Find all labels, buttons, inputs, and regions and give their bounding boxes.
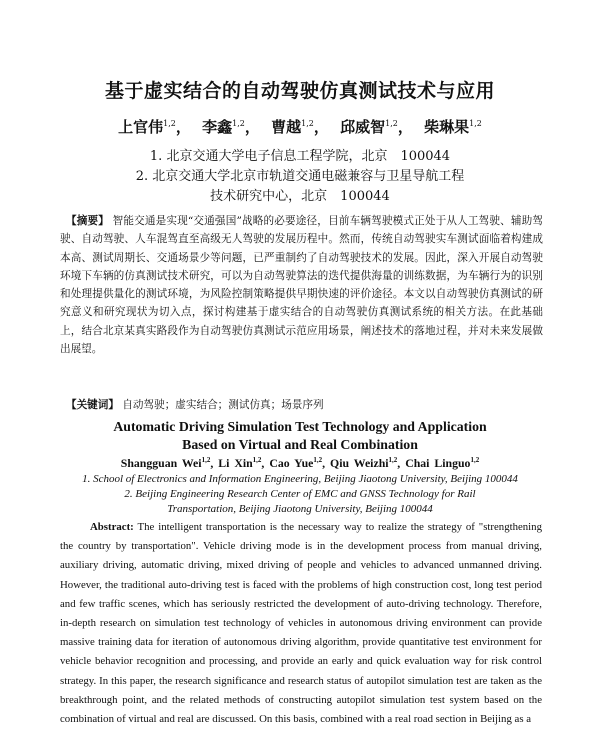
chinese-abstract [60,212,543,358]
english-author-list: Shangguan Wei$^{1,2}$, Li Xin$^{1,2}$, Cao Yue$^{1,2}$, Qiu Weizhi$^{1,2}$, Chai Linguo$^{1,2}$ [120,456,480,470]
english-abstract-label: Abstract: [90,521,134,533]
author: Shangguan Wei$^{1,2}$ [120,456,211,470]
english-affiliation-2: 2. Beijing Engineering Research Center of EMC and GNSS Technology for Rail [124,488,476,500]
chinese-affiliation-2-cont: 技术研究中心，北京 100044 [210,189,390,204]
author: Chai Linguo$^{1,2}$ [405,456,480,470]
english-abstract [60,518,542,729]
chinese-keywords-label: 【关键词】 [66,399,119,411]
author: 李鑫$^{1,2}$ [202,118,245,136]
author: 曹越$^{1,2}$ [271,118,314,136]
english-affiliation-1: 1. School of Electronics and Information Engineering, Beijing Jiaotong University, Beijing 100044 [82,473,518,485]
chinese-title: 基于虚实结合的自动驾驶仿真测试技术与应用 [104,80,495,102]
english-affiliation-2-cont: Transportation, Beijing Jiaotong University, Beijing 100044 [167,503,433,515]
chinese-abstract-text: 智能交通是实现“交通强国”战略的必要途径，目前车辆驾驶模式正处于从人工驾驶、辅助驾驶、自动驾驶、人车混驾直至高级无人驾驶的发展历程中。然而，传统自动驾驶实车测试面临着构建成本高、测试周期长、交通场景少等问题，已严重制约了自动驾驶技术的发展。因此，深入开展自动驾驶环境下车辆的仿真测试技术研究，可以为自动驾驶算法的迭代提供海量的训练数据，为车辆行为的识别和处理提供量化的测试环境，为风险控制策略提供早期快速的评价途径。本文以自动驾驶仿真测试的研究意义和研究现状为切入点，探讨构建基于虚实结合的自动驾驶仿真测试系统的相关方法。在此基础上，结合北京某真实路段作为自动驾驶仿真测试示范应用场景，阐述技术的落地过程，并对未来发展做出展望。 [60,215,544,356]
author: Cao Yue$^{1,2}$ [269,456,323,470]
chinese-affiliation-2: 2. 北京交通大学北京市轨道交通电磁兼容与卫星导航工程 [135,169,465,184]
chinese-keywords-text: 自动驾驶；虚实结合；测试仿真；场景序列 [122,399,324,411]
author: 上官伟$^{1,2}$ [118,118,176,136]
english-title-line-1: Automatic Driving Simulation Test Technology and Application [113,419,487,434]
author: Li Xin$^{1,2}$ [218,456,262,470]
chinese-abstract-label: 【摘要】 [66,215,110,227]
chinese-affiliation-1: 1. 北京交通大学电子信息工程学院，北京 100044 [149,149,451,164]
english-abstract-text: The intelligent transportation is the necessary way to realize the strategy of "strengthening the country by transportation". Vehicle driving mode is in the development process from manual driving, auxiliary driving, automatic driving, mixed driving of people and vehicles to advanced unmanned driving. However, the traditional auto-driving test is faced with the problems of high construction cost, long test period and few traffic scenes, which has seriously restricted the development of auto-driving technology. Therefore, in-depth research on simulation test technology of vehicles in autonomous driving environment can provide massive training data for iteration of autonomous driving algorithm, provide quantitative test environment for vehicle behavior recognition and processing, and provide an early and quick evaluation way for risk control strategy. In this paper, the research significance and research status of autopilot simulation test are taken as the breakthrough point, and the related methods of constructing autopilot simulation test system based on the combination of virtual and real are discussed. On this basis, combined with a real road section in Beijing as a [60,521,542,726]
author: 邱威智$^{1,2}$ [340,118,398,136]
english-title-line-2: Based on Virtual and Real Combination [182,437,418,452]
chinese-keywords [66,397,546,412]
author: 柴琳果$^{1,2}$ [424,118,482,136]
author: Qiu Weizhi$^{1,2}$ [330,456,398,470]
chinese-author-list: 上官伟$^{1,2}$， 李鑫$^{1,2}$， 曹越$^{1,2}$， 邱威智$^{1,2}$， 柴琳果$^{1,2}$ [118,118,482,136]
